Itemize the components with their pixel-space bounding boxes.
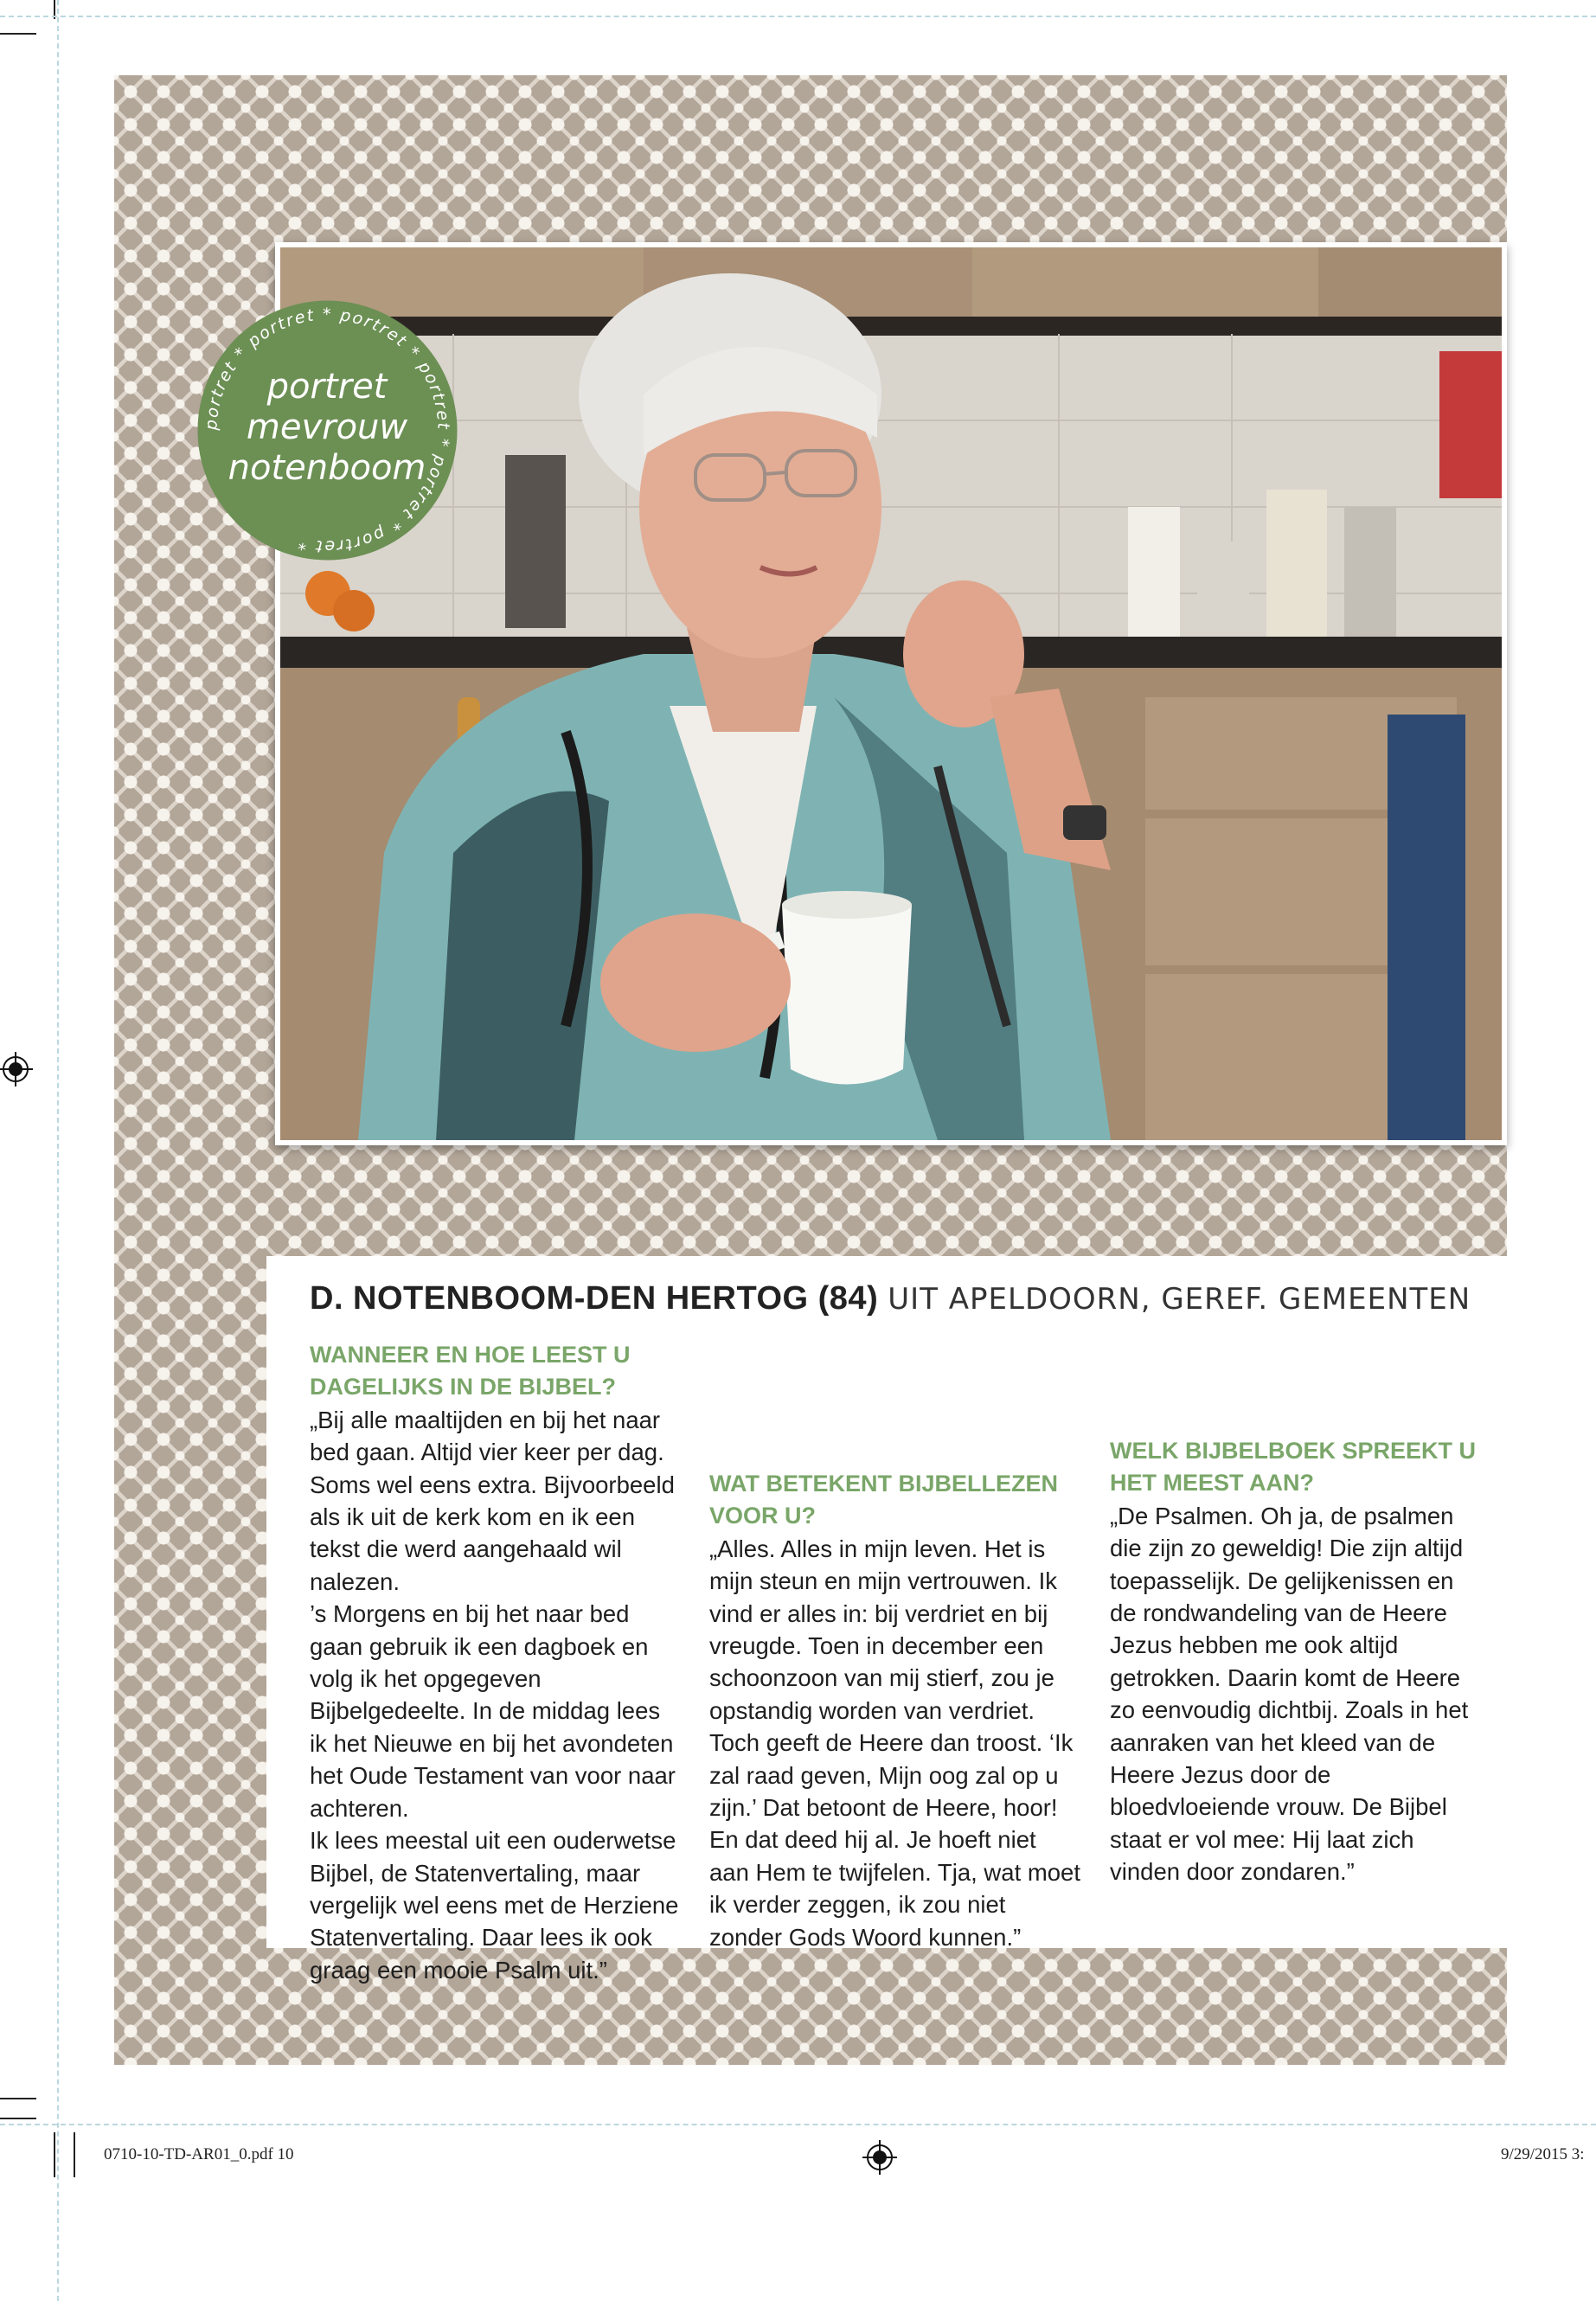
badge-line-3: notenboom [228, 448, 426, 488]
crop-mark [0, 33, 36, 35]
bleed-line [0, 2124, 1596, 2125]
crop-mark [0, 2118, 36, 2119]
question-heading: WAT BETEKENT BIJBELLEZEN VOOR U? [709, 1471, 1059, 1529]
answer-paragraph: „Alles. Alles in mijn leven. Het is mijn steun en mijn vertrouwen. Ik vind er alles in: bij verdriet en bij vreugde. Toen in december een schoonzoon van mij stierf, zou je opstandig worden van verdriet. Toch geeft de Heere dan troost. ‘Ik zal raad geven, Mijn oog zal op u zijn.’ Dat betoont de Heere, hoor! En dat deed hij al. Je hoeft niet aan Hem te twijfelen. Tja, wat moet ik verder zeggen, ik zou niet zonder Gods Woord kunnen.” [709, 1535, 1080, 1951]
article-panel [266, 1256, 1509, 1984]
answer-paragraph: „Bij alle maaltijden en bij het naar bed gaan. Altijd vier keer per dag. Soms wel eens extra. Bijvoorbeeld als ik uit de kerk kom en ik een tekst die werd aangehaald wil nalezen. [310, 1406, 675, 1595]
portrait-illustration [280, 247, 1502, 1140]
column-1 [310, 1339, 682, 1986]
bleed-line [0, 16, 1596, 17]
crop-mark [74, 2132, 75, 2177]
badge-line-2: mevrouw [246, 407, 408, 447]
registration-mark-icon [862, 2140, 897, 2175]
crop-mark [54, 2132, 55, 2177]
person-origin: UIT APELDOORN, GEREF. GEMEENTEN [888, 1282, 1471, 1317]
article-headline [310, 1280, 1471, 1317]
question-heading: WANNEER EN HOE LEEST U DAGELIJKS IN DE BIJBEL? [310, 1342, 631, 1400]
column-spacer [709, 1339, 1081, 1436]
column-spacer [1110, 1339, 1482, 1403]
date-slug: 9/29/2015 3: [1501, 2145, 1585, 2163]
column-2 [709, 1339, 1081, 1953]
question-heading: WELK BIJBELBOEK SPREEKT U HET MEEST AAN? [1110, 1438, 1477, 1497]
person-name: D. NOTENBOOM-DEN HERTOG (84) [310, 1280, 879, 1317]
registration-mark-icon [0, 1052, 33, 1086]
bleed-line [57, 0, 59, 2301]
badge-ring-text: portret * portret * portret * portret * portret * portret * [202, 304, 453, 556]
crop-mark [0, 2098, 36, 2099]
answer-paragraph: „De Psalmen. Oh ja, de psalmen die zijn zo geweldig! Die zijn altijd toepasselijk. De gelijkenissen en de rondwandeling van de Heere Jezus hebben me ook altijd getrokken. Daarin komt de Heere zo eenvoudig dichtbij. Zoals in het aanraken van het kleed van de Heere Jezus door de bloedvloeiende vrouw. De Bijbel staat er vol mee: Hij laat zich vinden door zondaren.” [1110, 1502, 1469, 1886]
portrait-badge [195, 298, 459, 562]
portrait-photo [275, 242, 1507, 1145]
answer-paragraph: Ik lees meestal uit een ouderwetse Bijbel, de Statenvertaling, maar vergelijk wel eens met de Herziene Statenvertaling. Daar lees ik ook graag een mooie Psalm uit.” [310, 1827, 679, 1984]
answer-paragraph: ’s Morgens en bij het naar bed gaan gebruik ik een dagboek en volg ik het opgegeven Bijbelgedeelte. In de middag lees ik het Nieuwe en bij het avondeten het Oude Testament van voor naar achteren. [310, 1600, 676, 1822]
badge-line-1: portret [266, 367, 388, 407]
file-slug: 0710-10-TD-AR01_0.pdf 10 [104, 2145, 294, 2163]
column-3 [1110, 1339, 1482, 1888]
